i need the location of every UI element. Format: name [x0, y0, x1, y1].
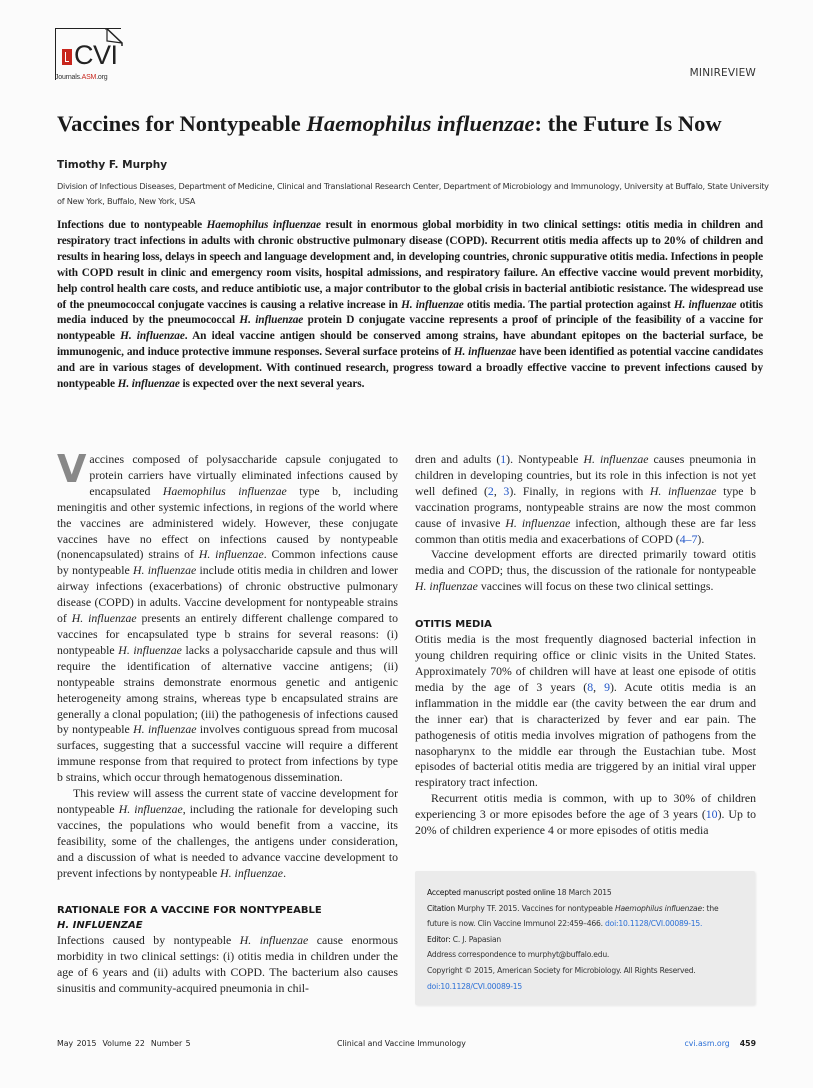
reference-link[interactable]: 1: [500, 452, 507, 466]
rationale-paragraph-cont: dren and adults (1). Nontypeable H. influenzae causes pneumonia in children in developing countries, but its role in this infection is not yet well defined (2, 3). Finally, in regions with H. influenzae type b vaccination programs, nontypeable strains are now the most common cause of invasive H. influenzae infection, although these are far less common than otitis media and exacerbations of COPD (4–7).: [415, 452, 756, 546]
reference-link[interactable]: 2: [487, 483, 494, 498]
body-column-right: [415, 452, 756, 839]
reference-link[interactable]: 3: [503, 483, 510, 498]
drop-cap: V: [57, 447, 87, 491]
body-column-left: [57, 447, 398, 997]
abstract: Infections due to nontypeable Haemophilus influenzae result in enormous global morbidity in two clinical settings: otitis media in children and respiratory tract infections in adults with chronic obstructive pulmonary disease (COPD). Recurrent otitis media affects up to 20% of children and results in hearing loss, delays in speech and language development and, in developing countries, chronic suppurative otitis media. Infections in people with COPD result in clinic and emergency room visits, hospital admissions, and respiratory failure. An effective vaccine would prevent morbidity, help control health care costs, and reduce antibiotic use, a major contributor to the global crisis in bacterial antibiotic resistance. The widespread use of the pneumococcal conjugate vaccines is causing a relative increase in H. influenzae otitis media. The partial protection against H. influenzae otitis media induced by the pneumococcal H. influenzae protein D conjugate vaccine represents a proof of principle of the feasibility of a vaccine for nontypeable H. influenzae. An ideal vaccine antigen should be conserved among strains, have abundant epitopes on the bacterial surface, be immunogenic, and induce protective immune responses. Several surface proteins of H. influenzae have been identified as potential vaccine candidates and are in various stages of development. With continued research, progress toward a broadly effective vaccine to prevent infections caused by nontypeable H. influenzae is expected over the next several years.: [57, 219, 763, 391]
article-title: Vaccines for Nontypeable Haemophilus influenzae: the Future Is Now: [57, 111, 722, 136]
intro-paragraph-1: Vaccines composed of polysaccharide capsule conjugated to protein carriers have virtually eliminated infections caused by encapsulated Haemophilus influenzae type b, including meningitis and other systemic infections, in regions of the world where the vaccines are administered widely. However, these conjugate vaccines have no effect on infections caused by nontypeable (nonencapsulated) strains of H. influenzae. Common infections cause by nontypeable H. influenzae include otitis media in children and lower airway infections (exacerbations) of chronic obstructive pulmonary disease (COPD) in adults. Vaccine development for nontypeable strains of H. influenzae presents an entirely different challenge compared to vaccines for encapsulated type b strains for several reasons: (i) nontypeable H. influenzae lacks a polysaccharide capsule and thus will require the identification of alternative vaccine antigens; (ii) nontypeable strains demonstrate enormous genetic and antigenic heterogeneity among strains, whereas type b encapsulated strains are generally a clonal population; (iii) the pathogenesis of infections caused by nontypeable H. influenzae involves contiguous spread from mucosal surfaces, suggesting that a successful vaccine will require a different immune response from that required to protect from infections by type b strains, which occur through hematogenous dissemination.: [57, 447, 398, 785]
citation-row-cont: future is now. Clin Vaccine Immunol 22:459–466. doi:10.1128/CVI.00089-15.: [427, 919, 703, 929]
article-type-label: MINIREVIEW: [689, 67, 756, 79]
logo-url: Journals.ASM.org: [55, 74, 108, 81]
rationale-paragraph-2: Vaccine development efforts are directed primarily toward otitis media and COPD; thus, the discussion of the rationale for nontypeable H. influenzae vaccines will focus on these two clinical settings.: [415, 547, 756, 594]
otitis-paragraph-2: Recurrent otitis media is common, with up to 30% of children experiencing 3 or more episodes before the age of 3 years (10). Up to 20% of children experience 4 or more episodes of otitis media: [415, 791, 756, 838]
page-number: 459: [739, 1039, 756, 1048]
flask-icon: [62, 49, 72, 65]
footer-issue-info: May 2015 Volume 22 Number 5: [57, 1039, 191, 1048]
author-affiliation: Division of Infectious Diseases, Department of Medicine, Clinical and Translational Research Center, Department of Microbiology and Immunology, University at Buffalo, State University of New York, Buffalo, New York, USA: [57, 181, 769, 206]
accepted-date-row: Accepted manuscript posted online 18 March 2015: [427, 888, 612, 897]
reference-link[interactable]: 4–7: [679, 531, 698, 546]
section-heading-otitis-media: OTITIS MEDIA: [415, 619, 492, 631]
logo-abbrev: CVI: [74, 40, 118, 70]
footer-right: [684, 1039, 756, 1048]
rationale-paragraph: Infections caused by nontypeable H. influenzae cause enormous morbidity in two clinical settings: (i) otitis media in children under the age of 6 years and (ii) adults with COPD. The bacterium also causes sinusitis and community-acquired pneumonia in chil-: [57, 933, 398, 996]
citation-doi-link[interactable]: doi:10.1128/CVI.00089-15.: [605, 919, 703, 929]
journal-logo: [55, 28, 131, 86]
otitis-paragraph-1: Otitis media is the most frequently diagnosed bacterial infection in young children requiring office or clinic visits in the United States. Approximately 70% of children will have at least one episode of otitis media by the age of 3 years (8, 9). Acute otitis media is an inflammation in the middle ear (the cavity between the ear drum and the inner ear) that is characterized by fever and ear pain. The pathogenesis of otitis media involves migration of pathogens from the nasopharynx to the middle ear through the Eustachian tube. Most episodes of bacterial otitis media are triggered by an initial viral upper respiratory tract infection.: [415, 632, 756, 790]
journal-url-link[interactable]: cvi.asm.org: [684, 1039, 730, 1048]
copyright-row: Copyright © 2015, American Society for Microbiology. All Rights Reserved.: [427, 965, 696, 975]
reference-link[interactable]: 8: [587, 679, 594, 694]
doi-link[interactable]: doi:10.1128/CVI.00089-15: [427, 981, 523, 991]
intro-paragraph-2: This review will assess the current state of vaccine development for nontypeable H. influenzae, including the rationale for developing such vaccines, the populations who would benefit from a vaccine, its feasibility, some of the challenges, the antigens under consideration, and a discussion of what is needed to advance vaccine development to prevent infections by nontypeable H. influenzae.: [57, 786, 398, 880]
article-info-box: [415, 871, 755, 1005]
reference-link[interactable]: 10: [705, 807, 718, 822]
author-name: Timothy F. Murphy: [57, 159, 168, 171]
reference-link[interactable]: 9: [604, 679, 610, 694]
footer-journal-name: Clinical and Vaccine Immunology: [337, 1039, 466, 1048]
editor-row: Editor: C. J. Papasian: [427, 934, 502, 944]
citation-row: Citation Murphy TF. 2015. Vaccines for nontypeable Haemophilus influenzae: the: [427, 903, 719, 913]
correspondence-row: Address correspondence to murphyt@buffalo.edu.: [427, 950, 610, 960]
section-heading-rationale: RATIONALE FOR A VACCINE FOR NONTYPEABLE H. INFLUENZAE: [57, 905, 322, 932]
